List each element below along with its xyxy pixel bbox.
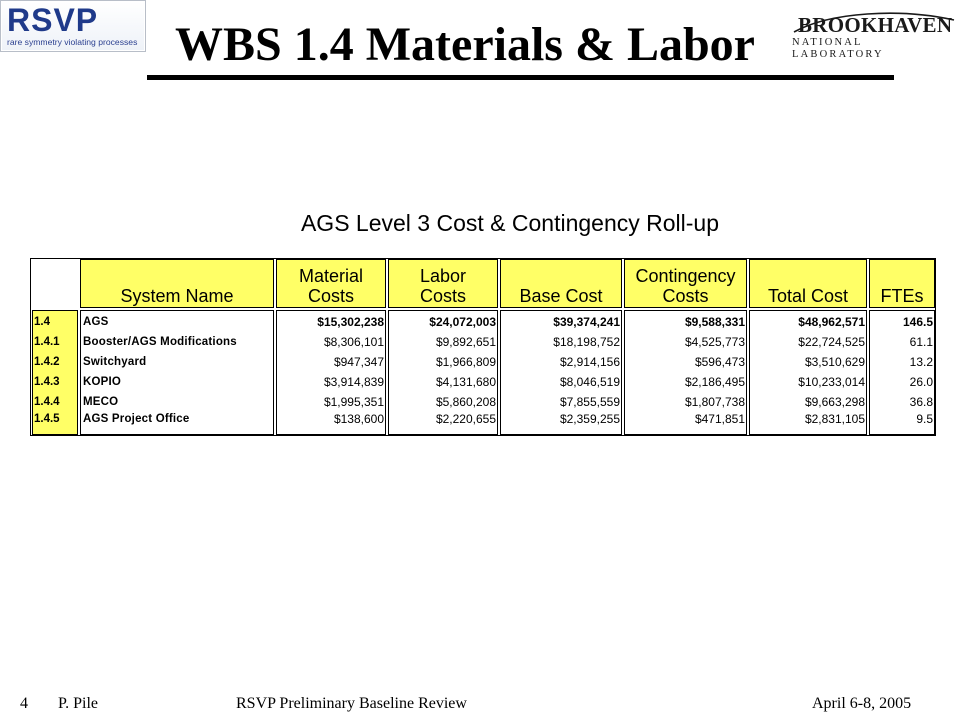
cell-name: AGS (83, 316, 109, 328)
cell-material: $947,347 (333, 355, 384, 369)
cost-rollup-table (30, 258, 936, 436)
cell-ftes: 36.8 (909, 395, 933, 409)
cell-labor: $4,131,680 (435, 375, 496, 389)
brookhaven-logo-name: BROOKHAVEN (798, 13, 953, 37)
header-base-cost (500, 259, 622, 308)
cell-contingency: $471,851 (694, 412, 745, 426)
cell-name: Booster/AGS Modifications (83, 336, 237, 348)
cell-material: $1,995,351 (323, 395, 384, 409)
table-row (31, 374, 935, 391)
cell-wbs: 1.4.1 (34, 336, 60, 348)
table-row (31, 411, 935, 428)
header-base-cost-label: Base Cost (519, 286, 603, 306)
cell-wbs: 1.4 (34, 316, 50, 328)
header-system-name (80, 259, 274, 308)
cell-wbs: 1.4.5 (34, 413, 60, 425)
footer-page-number: 4 (20, 695, 28, 712)
table-row (31, 334, 935, 351)
cell-total: $9,663,298 (804, 395, 865, 409)
header-labor-line1: Labor (419, 266, 467, 286)
rsvp-logo-word: RSVP (7, 2, 99, 38)
cell-labor: $1,966,809 (435, 355, 496, 369)
cell-base: $8,046,519 (559, 375, 620, 389)
rsvp-logo-tagline: rare symmetry violating processes (7, 37, 138, 47)
header-system-name-label: System Name (120, 286, 234, 306)
cell-ftes: 13.2 (909, 355, 933, 369)
header-contingency-costs (624, 259, 747, 308)
cell-contingency: $4,525,773 (684, 335, 745, 349)
cell-base: $2,359,255 (559, 412, 620, 426)
header-labor-line2: Costs (419, 286, 466, 306)
header-material-line1: Material (298, 266, 364, 286)
cell-base: $18,198,752 (553, 335, 620, 349)
header-ftes (869, 259, 935, 308)
table-title: AGS Level 3 Cost & Contingency Roll-up (300, 210, 720, 236)
cell-labor: $9,892,651 (435, 335, 496, 349)
page-title: WBS 1.4 Materials & Labor (175, 18, 755, 71)
cell-contingency: $2,186,495 (684, 375, 745, 389)
cell-name: KOPIO (83, 376, 122, 388)
cell-material: $8,306,101 (323, 335, 384, 349)
cell-material: $138,600 (333, 412, 384, 426)
header-contingency-line1: Contingency (635, 266, 736, 286)
rsvp-logo (0, 0, 146, 52)
table-row (31, 354, 935, 371)
cell-total: $3,510,629 (804, 355, 865, 369)
cell-contingency: $596,473 (694, 355, 745, 369)
cell-base: $39,374,241 (553, 315, 620, 329)
header-material-costs (276, 259, 386, 308)
cell-ftes: 146.5 (902, 315, 933, 329)
cell-material: $3,914,839 (323, 375, 384, 389)
cell-name: MECO (83, 396, 119, 408)
cell-base: $2,914,156 (559, 355, 620, 369)
header-total-cost-label: Total Cost (767, 286, 849, 306)
cell-name: AGS Project Office (83, 413, 190, 425)
brookhaven-logo (790, 13, 958, 60)
header-material-line2: Costs (307, 286, 354, 306)
footer-author: P. Pile (58, 695, 99, 712)
cell-base: $7,855,559 (559, 395, 620, 409)
cell-total: $2,831,105 (804, 412, 865, 426)
cell-name: Switchyard (83, 356, 147, 368)
table-row (31, 394, 935, 411)
brookhaven-logo-subtitle: NATIONAL LABORATORY (792, 37, 884, 60)
cell-total: $22,724,525 (798, 335, 865, 349)
cell-labor: $5,860,208 (435, 395, 496, 409)
header-contingency-line2: Costs (662, 286, 709, 306)
header-total-cost (749, 259, 867, 308)
cell-wbs: 1.4.3 (34, 376, 60, 388)
cell-total: $48,962,571 (798, 315, 865, 329)
cell-wbs: 1.4.4 (34, 396, 60, 408)
cell-labor: $24,072,003 (429, 315, 496, 329)
table-row (31, 314, 935, 331)
cell-ftes: 9.5 (916, 412, 933, 426)
cell-material: $15,302,238 (317, 315, 384, 329)
table-rows (31, 314, 935, 434)
cell-wbs: 1.4.2 (34, 356, 60, 368)
header-labor-costs (388, 259, 498, 308)
footer-event: RSVP Preliminary Baseline Review (236, 695, 467, 712)
cell-ftes: 61.1 (909, 335, 933, 349)
cell-labor: $2,220,655 (435, 412, 496, 426)
cell-ftes: 26.0 (909, 375, 933, 389)
title-divider (147, 75, 894, 80)
cell-contingency: $1,807,738 (684, 395, 745, 409)
footer-date: April 6-8, 2005 (812, 695, 912, 712)
cell-total: $10,233,014 (798, 375, 865, 389)
header-ftes-label: FTEs (880, 286, 924, 306)
cell-contingency: $9,588,331 (684, 315, 745, 329)
